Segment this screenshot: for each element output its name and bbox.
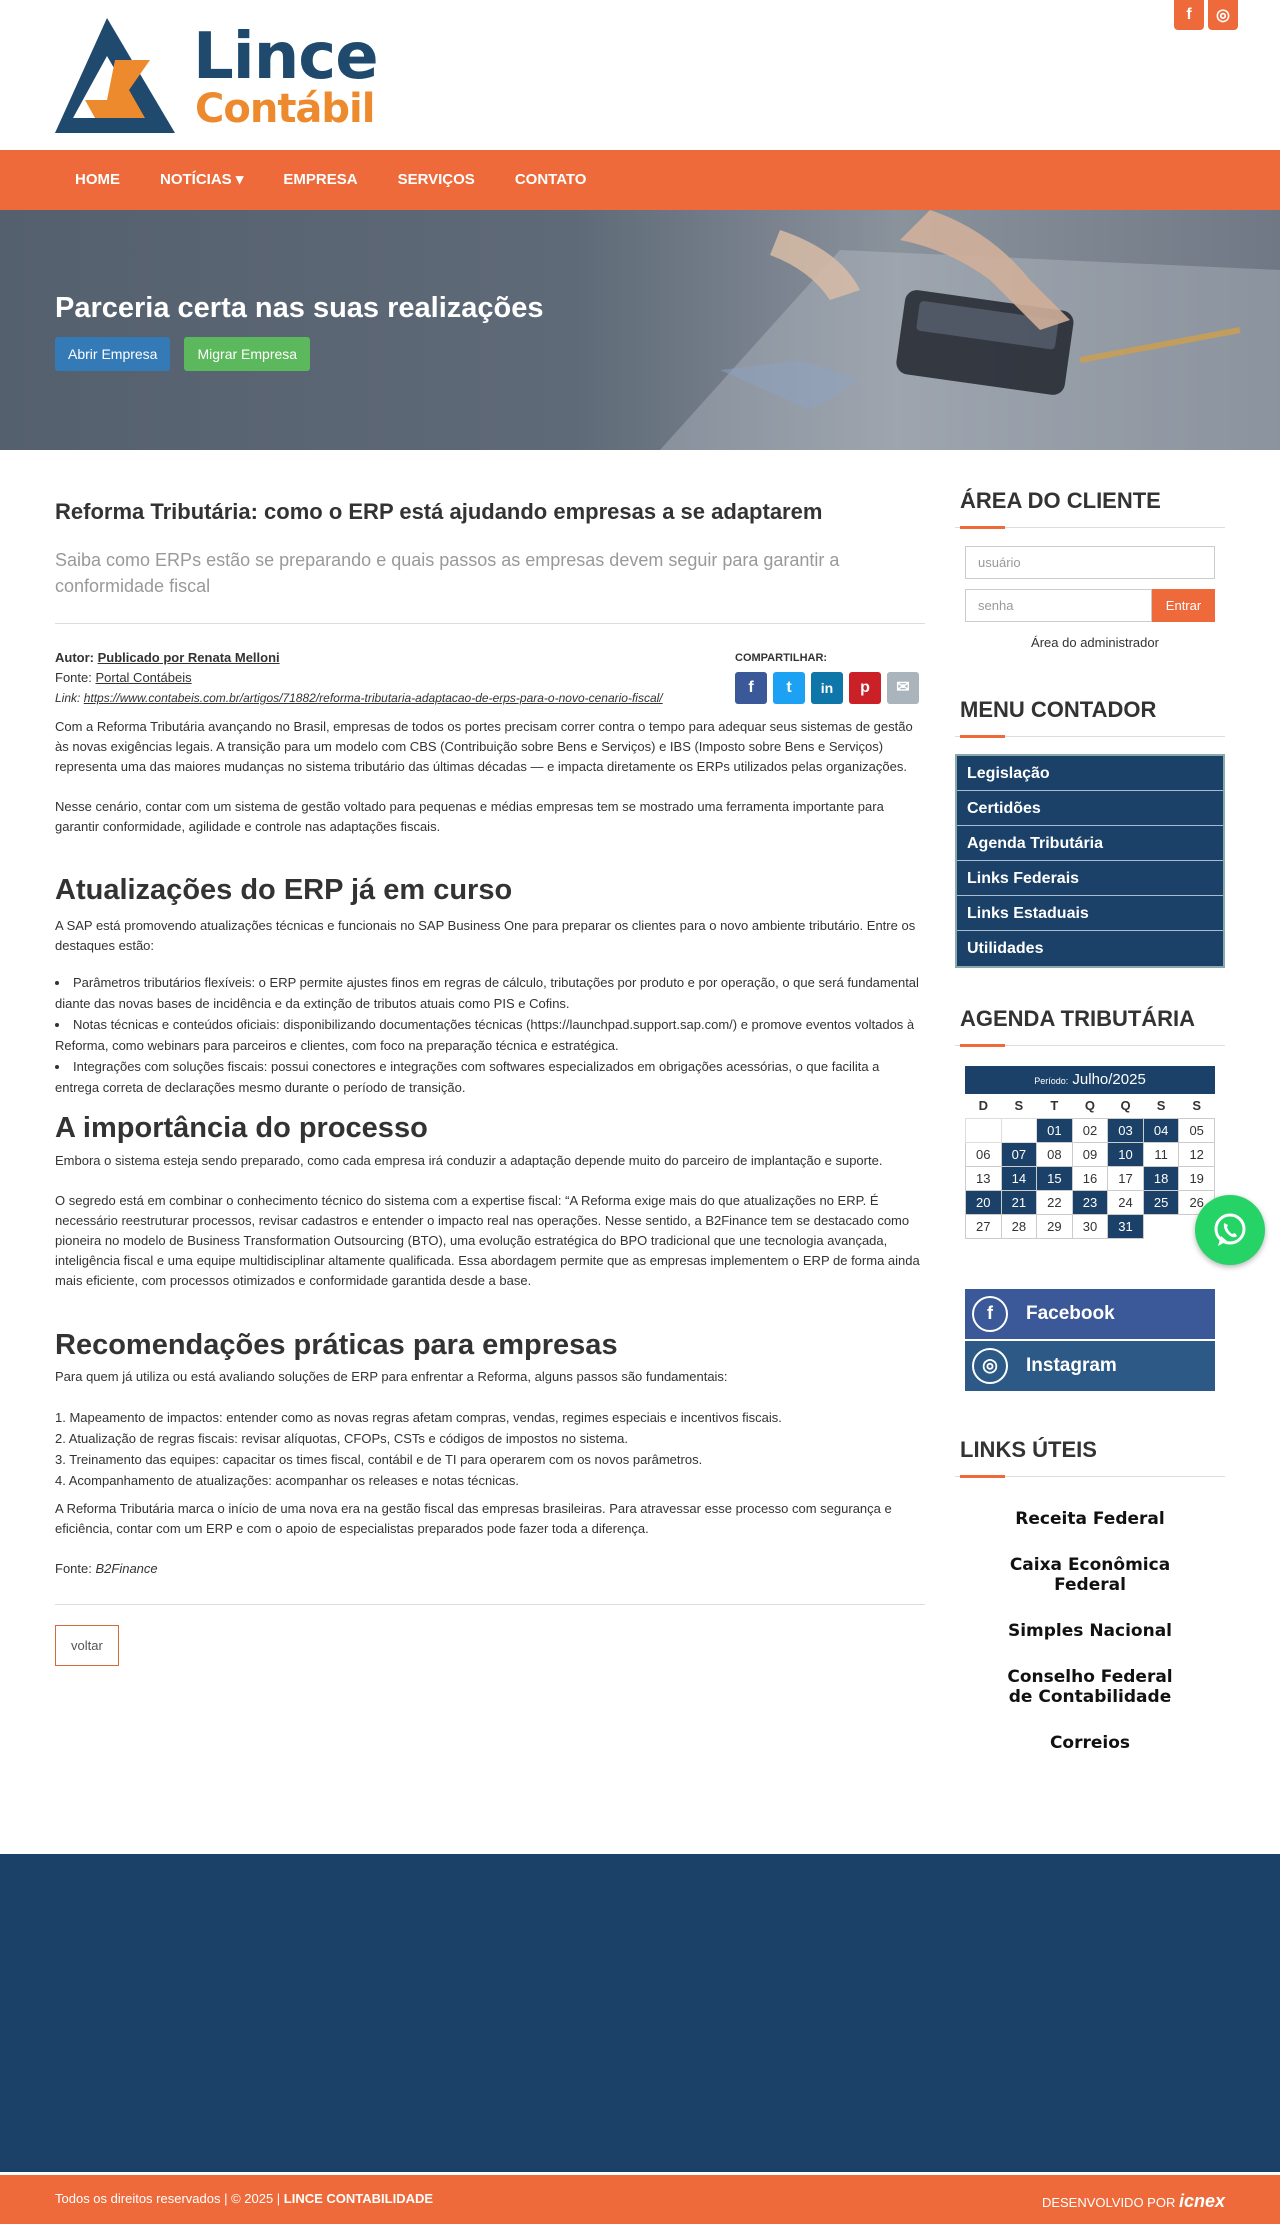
calendar-day: 17: [1108, 1166, 1144, 1190]
hero-title: Parceria certa nas suas realizações: [55, 292, 544, 324]
article-source-line: [55, 1559, 925, 1579]
paragraph: A SAP está promovendo atualizações técnicas e funcionais no SAP Business One para preparar os clientes para o novo ambiente tributário. Entre os destaques estão:: [55, 918, 916, 953]
company-name: LINCE CONTABILIDADE: [283, 2191, 434, 2206]
whatsapp-button[interactable]: [1195, 1195, 1265, 1265]
source-label: Fonte:: [55, 670, 92, 685]
calendar-header: [965, 1066, 1215, 1094]
logo-word-contabil: Contábil: [195, 86, 375, 132]
logo[interactable]: [55, 18, 385, 133]
calendar-day: 28: [1001, 1214, 1037, 1238]
author-link[interactable]: Publicado por Renata Melloni: [97, 650, 280, 665]
sidebar: [955, 450, 1225, 1779]
steps-list: [55, 1407, 925, 1491]
login-form: [955, 546, 1225, 650]
link-receita-federal[interactable]: Receita Federal: [1015, 1508, 1165, 1529]
tax-calendar: [965, 1066, 1215, 1239]
migrate-company-button[interactable]: Migrar Empresa: [184, 337, 310, 371]
article-title: Reforma Tributária: como o ERP está ajudando empresas a se adaptarem: [55, 499, 823, 524]
calendar-day: 19: [1179, 1166, 1215, 1190]
logo-mark-icon: [55, 18, 175, 133]
section-heading: A importância do processo: [55, 1112, 428, 1144]
source-link[interactable]: Portal Contábeis: [95, 670, 192, 685]
calendar-day: 27: [966, 1214, 1002, 1238]
dev-label: DESENVOLVIDO POR: [1041, 2195, 1176, 2210]
weekday: D: [978, 1098, 988, 1114]
password-input[interactable]: senha: [965, 589, 1152, 622]
article-subtitle: Saiba como ERPs estão se preparando e quais passos as empresas devem seguir para garantir a conformidade fiscal: [55, 550, 840, 596]
menu-contador: [955, 754, 1225, 968]
calendar-grid: [965, 1094, 1215, 1239]
calendar-day-marked[interactable]: 10: [1108, 1142, 1144, 1166]
share-twitter-icon[interactable]: t: [773, 672, 805, 704]
share-pinterest-icon[interactable]: p: [849, 672, 881, 704]
facebook-button[interactable]: [965, 1289, 1215, 1339]
menu-item-certidoes[interactable]: Certidões: [957, 791, 1223, 826]
admin-area-link[interactable]: Área do administrador: [1031, 635, 1159, 650]
calendar-day: 08: [1037, 1142, 1073, 1166]
facebook-label: Facebook: [1026, 1302, 1115, 1324]
nav-noticias[interactable]: NOTÍCIAS ▾: [160, 171, 244, 188]
weekday: S: [1014, 1098, 1024, 1114]
period-value: Julho/2025: [1072, 1071, 1146, 1088]
calendar-empty: [1001, 1118, 1037, 1142]
menu-item-legislacao[interactable]: Legislação: [957, 756, 1223, 791]
calendar-day: 05: [1179, 1118, 1215, 1142]
menu-item-links-estaduais[interactable]: Links Estaduais: [957, 896, 1223, 931]
calendar-day: 30: [1072, 1214, 1108, 1238]
paragraph: Com a Reforma Tributária avançando no Brasil, empresas de todos os portes precisam correr contra o tempo para adequar seus sistemas de gestão às novas exigências legais. A transição para um modelo com CBS (Contribuição sobre Bens e Serviços) e IBS (Imposto sobre Bens e Serviços) representa uma das maiores mudanças no sistema tributário das últimas décadas — e impacta diretamente os ERPs utilizados pelas organizações.: [55, 719, 913, 774]
copyright-text: Todos os direitos reservados | © 2025 |: [55, 2191, 281, 2206]
top-social-links: [1174, 0, 1238, 30]
calendar-day-marked[interactable]: 15: [1037, 1166, 1073, 1190]
calendar-day-marked[interactable]: 23: [1072, 1190, 1108, 1214]
share-box: [735, 648, 919, 704]
divider: [55, 1604, 925, 1605]
links-title: LINKS ÚTEIS: [960, 1436, 1097, 1462]
calendar-empty: [966, 1118, 1002, 1142]
menu-item-agenda[interactable]: Agenda Tributária: [957, 826, 1223, 861]
login-button[interactable]: Entrar: [1152, 589, 1215, 622]
calendar-day: 02: [1072, 1118, 1108, 1142]
menu-item-links-federais[interactable]: Links Federais: [957, 861, 1223, 896]
calendar-day-marked[interactable]: 01: [1037, 1118, 1073, 1142]
section-heading: Recomendações práticas para empresas: [55, 1329, 618, 1361]
title-underline: [955, 1476, 1225, 1477]
open-company-button[interactable]: Abrir Empresa: [55, 337, 170, 371]
period-label: Período:: [1034, 1076, 1069, 1086]
link-caixa[interactable]: Caixa Econômica Federal: [1009, 1554, 1171, 1595]
username-input[interactable]: usuário: [965, 546, 1215, 579]
share-facebook-icon[interactable]: f: [735, 672, 767, 704]
fonte-value: B2Finance: [95, 1561, 158, 1576]
instagram-label: Instagram: [1026, 1354, 1117, 1376]
calendar-day: 22: [1037, 1190, 1073, 1214]
title-underline: [955, 736, 1225, 737]
paragraph: Para quem já utiliza ou está avaliando soluções de ERP para enfrentar a Reforma, alguns passos são fundamentais:: [55, 1369, 728, 1384]
article-url[interactable]: https://www.contabeis.com.br/artigos/71882/reforma-tributaria-adaptacao-de-erps-para-o-novo-cenario-fiscal/: [83, 691, 663, 705]
title-underline: [955, 527, 1225, 528]
link-correios[interactable]: Correios: [1049, 1732, 1131, 1753]
menu-item-utilidades[interactable]: Utilidades: [967, 940, 1044, 957]
developer-credit[interactable]: [1042, 2191, 1225, 2212]
hero-calculator-image: [600, 210, 1280, 450]
author-label: Autor:: [55, 650, 94, 665]
client-area-title: ÁREA DO CLIENTE: [960, 488, 1161, 513]
paragraph: O segredo está em combinar o conhecimento técnico do sistema com a expertise fiscal: “A Reforma exige mais do que atualizações no ERP. É necessário reestruturar processos, revisar cadastros e entender o impacto real nas operações. Nesse sentido, a B2Finance tem se destacado como pioneira no modelo de Business Transformation Outsourcing (BTO), uma evolução estratégica do BPO tradicional que une tecnologia avançada, inteligência fiscal e uma equipe multidisciplinar altamente qualificada. Essa abordagem permite que as empresas implementem o ERP de forma ainda mais eficiente, com processos otimizados e conformidade garantida desde a base.: [55, 1193, 920, 1288]
divider: [55, 623, 925, 624]
calendar-day: 13: [966, 1166, 1002, 1190]
calendar-day: 11: [1143, 1142, 1179, 1166]
calendar-day: 16: [1072, 1166, 1108, 1190]
title-underline: [955, 1045, 1225, 1046]
facebook-icon: f: [972, 1296, 1008, 1332]
instagram-icon: ◎: [972, 1348, 1008, 1384]
link-cfc[interactable]: Conselho Federal de Contabilidade: [1007, 1666, 1173, 1707]
useful-links: [955, 1509, 1225, 1753]
main-nav: [0, 150, 1280, 210]
hero-banner: [0, 210, 1280, 450]
nav-servicos[interactable]: SERVIÇOS: [397, 171, 475, 188]
fonte-label: Fonte:: [55, 1561, 92, 1576]
weekday: S: [1156, 1098, 1166, 1114]
calendar-day: 09: [1072, 1142, 1108, 1166]
nav-empresa[interactable]: EMPRESA: [283, 171, 358, 188]
weekday: S: [1192, 1098, 1202, 1114]
whatsapp-icon: [1210, 1210, 1250, 1250]
list-item: • Integrações com soluções fiscais: possui conectores e integrações com softwares especializados em obrigações acessórias, o que facilita a entrega correta de declarações mesmo durante o período de transição.: [55, 1056, 925, 1098]
footer-bar: [0, 2172, 1280, 2224]
nav-contato[interactable]: CONTATO: [514, 171, 587, 188]
calendar-day: 29: [1037, 1214, 1073, 1238]
section-heading: Atualizações do ERP já em curso: [55, 874, 513, 906]
weekday: Q: [1120, 1098, 1131, 1114]
calendar-day-marked[interactable]: 18: [1143, 1166, 1179, 1190]
calendar-day: 26: [1179, 1190, 1215, 1214]
calendar-day-marked[interactable]: 25: [1143, 1190, 1179, 1214]
instagram-icon[interactable]: ◎: [1208, 0, 1238, 30]
list-item: 4. Acompanhamento de atualizações: acompanhar os releases e notas técnicas.: [55, 1473, 519, 1488]
calendar-day-marked[interactable]: 04: [1143, 1118, 1179, 1142]
facebook-icon[interactable]: f: [1174, 0, 1204, 30]
agenda-title: AGENDA TRIBUTÁRIA: [960, 1006, 1196, 1031]
weekday: Q: [1084, 1098, 1096, 1114]
calendar-day-marked[interactable]: 31: [1108, 1214, 1144, 1238]
weekday: T: [1050, 1098, 1059, 1114]
menu-contador-title: MENU CONTADOR: [960, 697, 1157, 722]
calendar-day-marked[interactable]: 21: [1001, 1190, 1037, 1214]
back-button[interactable]: voltar: [55, 1625, 119, 1666]
calendar-day: 12: [1179, 1142, 1215, 1166]
bullet-list: [55, 972, 925, 1098]
paragraph: Embora o sistema esteja sendo preparado, como cada empresa irá conduzir a adaptação depende muito do parceiro de implantação e suporte.: [55, 1153, 883, 1168]
calendar-day-marked[interactable]: 20: [966, 1190, 1002, 1214]
share-linkedin-icon[interactable]: in: [811, 672, 843, 704]
article: [55, 450, 925, 1666]
link-simples-nacional[interactable]: Simples Nacional: [1007, 1620, 1173, 1641]
link-label: Link:: [55, 691, 81, 705]
article-meta: [55, 648, 925, 708]
list-item: 3. Treinamento das equipes: capacitar os times fiscal, contábil e de TI para operarem com os novos parâmetros.: [55, 1452, 703, 1467]
share-label: COMPARTILHAR:: [735, 652, 828, 664]
list-item: 2. Atualização de regras fiscais: revisar alíquotas, CFOPs, CSTs e códigos de impostos no sistema.: [55, 1431, 628, 1446]
calendar-empty: [1143, 1214, 1179, 1238]
share-email-icon[interactable]: ✉: [887, 672, 919, 704]
paragraph: Nesse cenário, contar com um sistema de gestão voltado para pequenas e médias empresas tem se mostrado uma ferramenta importante para garantir conformidade, agilidade e controle nas adaptações fiscais.: [55, 799, 884, 834]
calendar-day: 06: [966, 1142, 1002, 1166]
calendar-day-marked[interactable]: 03: [1108, 1118, 1144, 1142]
dev-logo: icnex: [1178, 2191, 1225, 2211]
copyright: [55, 2191, 433, 2206]
calendar-day: 24: [1108, 1190, 1144, 1214]
footer: [0, 1854, 1280, 2172]
paragraph: A Reforma Tributária marca o início de uma nova era na gestão fiscal das empresas brasileiras. Para atravessar esse processo com segurança e eficiência, contar com um ERP e com o apoio de especialistas preparados pode fazer toda a diferença.: [55, 1501, 892, 1536]
site-header: [0, 0, 1280, 150]
logo-word-lince: Lince: [193, 20, 378, 94]
list-item: • Notas técnicas e conteúdos oficiais: disponibilizando documentações técnicas (https://launchpad.support.sap.com/) e promove eventos voltados à Reforma, como webinars para parceiros e clientes, com foco na preparação técnica e estratégica.: [55, 1014, 925, 1056]
calendar-day-marked[interactable]: 07: [1001, 1142, 1037, 1166]
instagram-button[interactable]: [965, 1341, 1215, 1391]
list-item: • Parâmetros tributários flexíveis: o ERP permite ajustes finos em regras de cálculo, tributações por produto e por operação, o que será fundamental diante das novas bases de incidência e da extinção de tributos atuais como PIS e Cofins.: [55, 972, 925, 1014]
nav-home[interactable]: HOME: [75, 171, 120, 188]
calendar-day-marked[interactable]: 14: [1001, 1166, 1037, 1190]
list-item: 1. Mapeamento de impactos: entender como as novas regras afetam compras, vendas, regimes especiais e incentivos fiscais.: [55, 1410, 782, 1425]
